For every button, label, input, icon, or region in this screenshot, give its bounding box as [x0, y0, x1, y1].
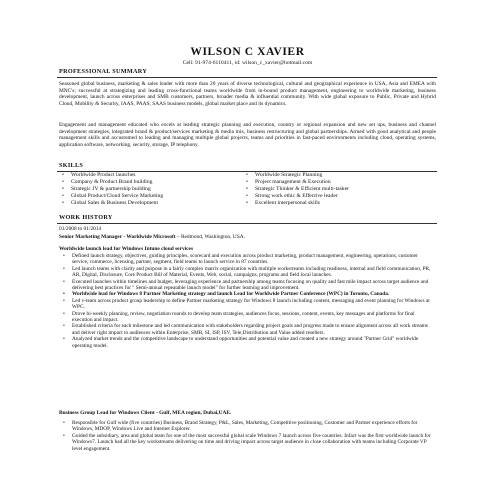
list-item: • Drove bi-weekly planning, review, negotiation rounds to develop team strategies, audiences focus, sessions, content, events, key messages and platforms for final execution and impact. — [62, 311, 434, 324]
skills-heading: SKILLS — [59, 162, 84, 169]
divider — [57, 77, 437, 78]
skill-item: • Strong work ethic & Effective leader — [246, 192, 338, 199]
job-title-line — [59, 234, 436, 241]
list-item: • Led v-team across product group leadership to define Partner marketing strategy for Windows 8 launch including content, messaging and event planning for Windows at WPC. — [62, 298, 434, 311]
skills-right-list — [246, 172, 436, 207]
skill-item: • Global Product/Cloud Service Marketing — [62, 192, 164, 199]
job-location: – Redmond, Washington, USA. — [175, 234, 245, 240]
list-item: • Executed launches within timelines and budget, leveraging experience and partnership among teams focusing on quality and fast mile impact across target audience and delivering best practices for " Semi-annual repeatable launch model" for further learning and improvement. — [62, 279, 434, 292]
candidate-name: WILSON C XAVIER — [190, 46, 305, 58]
list-item: • Guided the subsidiary, area and global team for one of the most successful global scale Windows 7 launch across five countries. Infact was the first worldwide launch for Windows7. Launch had all the key workstreams delivering on time and driving impact across target audience in close collaboration with teams including Corporate VP level engagement. — [62, 433, 434, 452]
responsibilities-list — [62, 420, 434, 452]
skills-left-list — [62, 172, 237, 207]
skill-item: • Global Sales & Business Development — [62, 199, 159, 206]
skill-item: • Company & Product Brand building — [62, 178, 153, 185]
job-dates: 01/2008 to 01/2014 — [59, 226, 102, 232]
summary-paragraph-2: Engagement and management educated who excels at leading strategic planning and execution, country or regional expansion and new set ups, business and channel development strategies, integrated brand & product/services marketing & media mix, business restructuring and global partnerships. Armed with good analytical and people management skills and accustomed to leading and managing multiple global projects, teams and priorities in fast-paced environments including cloud, operating systems, application software, networking, security, storage, IP telephony. — [59, 122, 436, 148]
list-item: • Defined launch strategy, objectives, guiding principles, scorecard and execution across product marketing, product management, engineering, operations, customer service, commerce, licensing, partner, segment, field teams to launch service in 87 countries. — [62, 253, 434, 266]
divider — [57, 223, 437, 224]
skill-item: • Worldwide Strategic Planning — [246, 172, 323, 178]
skill-item: • Worldwide Product launches — [62, 172, 136, 178]
skill-item: • Project management & Execution — [246, 178, 331, 185]
list-item: • Responsible for Gulf wide (five countries) Business, Brand Strategy, P&L, Sales, Marketing, Competitive positioning, Customer and Partner experience efforts for Windows, MDOP, Windows Live and Internet Explorer. — [62, 420, 434, 433]
list-item: • Analyzed market trends and the competitive landscape to understand opportunities and potential value and created a new strategy around "Partner Grid" worldwide operating model. — [62, 336, 434, 349]
subsection-heading: Business Group Lead for Windows Client - Gulf, MEA region, Dubai,UAE. — [59, 410, 232, 416]
summary-paragraph-1: Seasoned global business, marketing & sales leader with more than 20 years of diverse technological, cultural and geographical experience in USA, Asia and EMEA with MNC's; successful at strategizing and leading cross-functional teams worldwide from in-bound product management, engineering to worldwide marketing, business development, launch across enterprises and SMB customers, partners, broader media & influential community. With wide global exposure to Public, Private and Hybrid Cloud, Mobility & Security, IAAS, PAAS, SAAS business models, global market place and its dynamics. — [59, 81, 436, 107]
list-item: • Led launch teams with clarity and purpose in a fairly complex matrix organization with multiple workstreams including readiness, internal and field communication, PR, AR, Digital, Disclosure, Core Product Bill of Material, Events, Web, social, campaigns, programs and field local launches. — [62, 266, 434, 279]
list-item: • Worldwide lead for Windows 8 Partner Marketing strategy and launch Lead for Worldwide Partner Conference (WPC) in Toronto, Canada. — [62, 291, 434, 297]
skill-item: • Excellent interpersonal skills — [246, 199, 320, 206]
subsection-heading: Worldwide launch lead for Windows Intune cloud services — [59, 246, 194, 252]
list-item: • Established criteria for each milestone and led communication with stakeholders regarding project goals and progress made to ensure alignment across all work streams and deliver right impact to audiences within Enterprise, SMB, SI, ISP, ISV, Tele,Distribution and Value added resellers. — [62, 323, 434, 336]
skill-item: • Strategic Thinker & Efficient multi-tasker — [246, 185, 349, 192]
skill-item: • Strategic JV & partnership building — [62, 185, 151, 192]
job-title: Senior Marketing Manager - Worldwide Microsoft — [59, 234, 176, 240]
responsibilities-list — [62, 253, 434, 349]
summary-heading: PROFESSIONAL SUMMARY — [59, 68, 148, 75]
contact-line: Cell: 91-974-6110411, id: wilson_c_xavier@hotmail.com — [182, 60, 313, 66]
work-history-heading: WORK HISTORY — [59, 214, 113, 221]
